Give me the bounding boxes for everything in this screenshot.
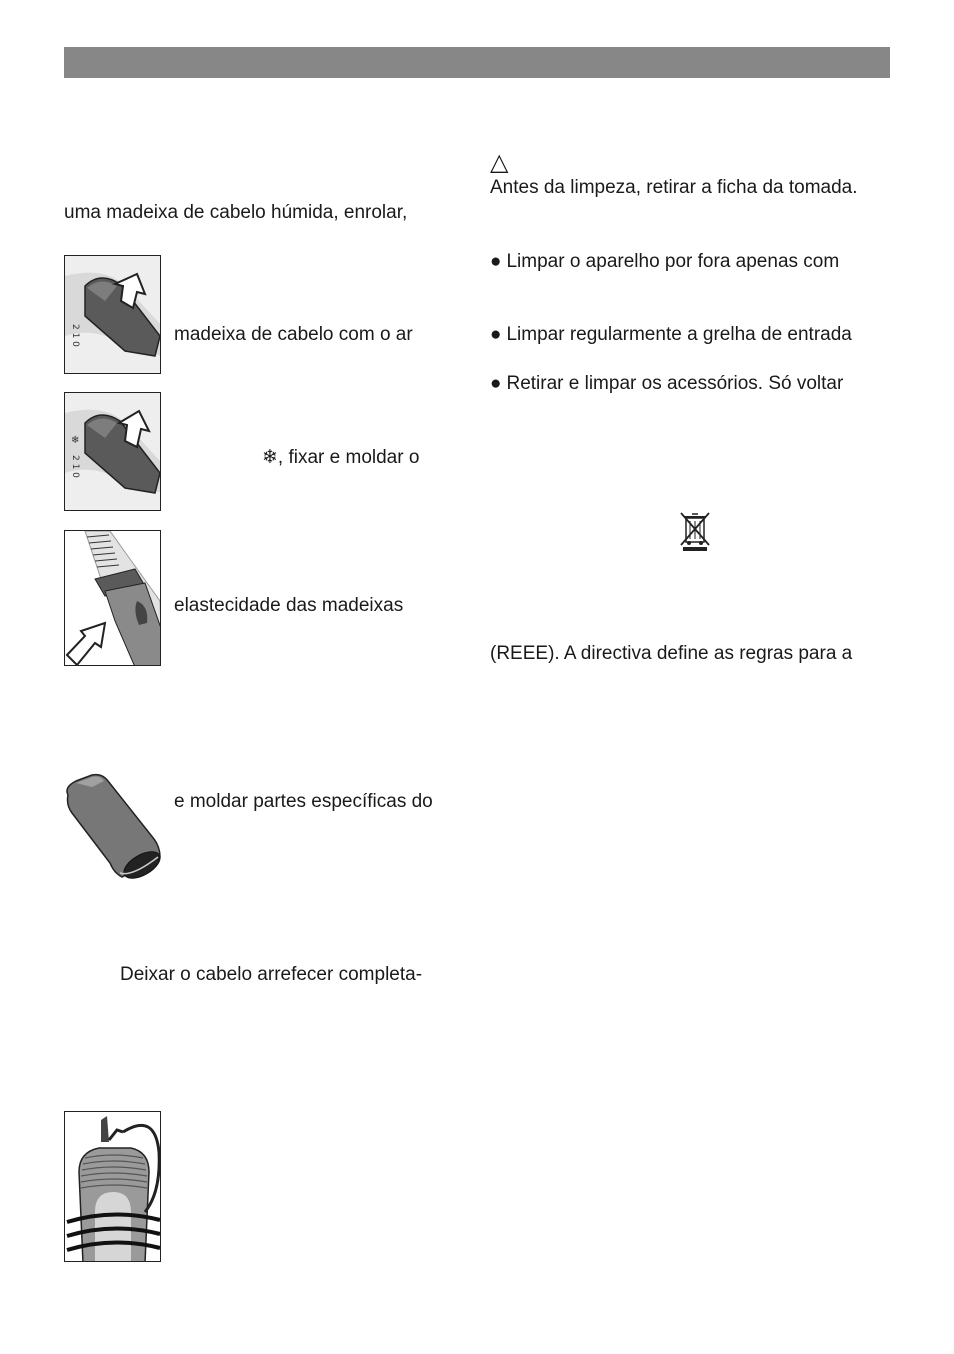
weee-text: (REEE). A directiva define as regras para a [490,643,853,664]
brush-release-icon [64,530,161,666]
bullet-icon: ● [490,251,502,272]
svg-text:2 1 0: 2 1 0 [70,455,80,478]
caption-5: Deixar o cabelo arrefecer completa- [120,964,423,985]
svg-text:❄: ❄ [71,435,80,446]
storage-cord-wrap-icon [64,1111,161,1262]
caption-2 [262,447,419,469]
crossed-out-wheelie-bin-icon [678,510,712,552]
left-text-line-1: uma madeixa de cabelo húmida, enrolar, [64,202,408,223]
bullet-text: Retirar e limpar os acessórios. Só voltar [506,373,844,394]
bullet-icon: ● [490,373,502,394]
bullet-item [490,251,839,273]
switch-warm-position-icon [64,255,161,374]
caption-2-text: , fixar e moldar o [277,447,420,468]
warning-text: Antes da limpeza, retirar a ficha da tomada. [490,177,858,198]
snowflake-icon: ❄ [262,447,278,468]
bullet-icon: ● [490,324,502,345]
bullet-text: Limpar o aparelho por fora apenas com [506,251,840,272]
caption-4: e moldar partes específicas do [174,791,433,812]
warning-triangle-icon: △ [490,149,509,176]
svg-text:2 1 0: 2 1 0 [70,324,80,347]
bullet-item [490,373,843,395]
caption-1: madeixa de cabelo com o ar [174,324,413,345]
section-header-bar [64,47,890,78]
caption-3: elastecidade das madeixas [174,595,404,616]
concentrator-nozzle-icon [62,773,166,881]
bullet-text: Limpar regularmente a grelha de entrada [506,324,852,345]
switch-cold-position-icon [64,392,161,511]
bullet-item [490,324,852,346]
